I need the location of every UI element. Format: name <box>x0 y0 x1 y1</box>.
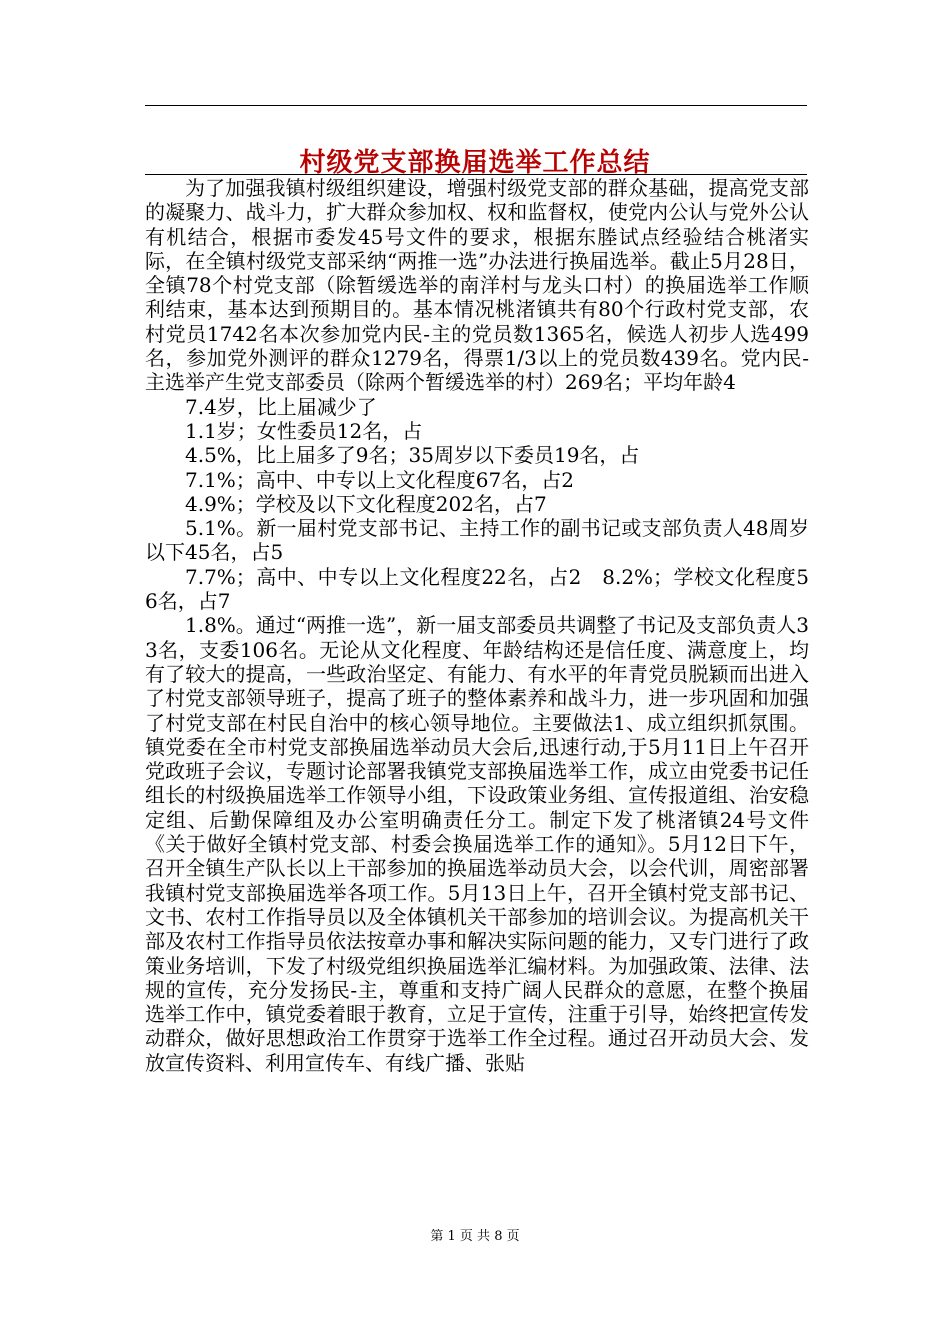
paragraph-main-practices: 1.8%。通过“两推一选”，新一届支部委员共调整了书记及支部负责人33名，支委106名。无论从文化程度、年龄结构还是信任度、满意度上，均有了较大的提高，一些政治坚定、有能力、有水平的年青党员脱颖而出进入了村党支部领导班子，提高了班子的整体素养和战斗力，进一步巩固和加强了村党支部在村民自治中的核心领导地位。主要做法1、成立组织抓氛围。镇党委在全市村党支部换届选举动员大会后,迅速行动,于5月11日上午召开党政班子会议，专题讨论部署我镇党支部换届选举工作，成立由党委书记任组长的村级换届选举工作领导小组，下设政策业务组、宣传报道组、治安稳定组、后勤保障组及办公室明确责任分工。制定下发了桃渚镇24号文件《关于做好全镇村党支部、村委会换届选举工作的通知》。5月12日下午，召开全镇生产队长以上干部参加的换届选举动员大会，以会代训，周密部署我镇村党支部换届选举各项工作。5月13日上午，召开全镇村党支部书记、文书、农村工作指导员以及全体镇机关干部参加的培训会议。为提高机关干部及农村工作指导员依法按章办事和解决实际问题的能力，又专门进行了政策业务培训，下发了村级党组织换届选举汇编材料。为加强政策、法律、法规的宣传，充分发扬民-主，尊重和支持广阔人民群众的意愿，在整个换届选举工作中，镇党委着眼于教育，立足于宣传，注重于引导，始终把宣传发动群众，做好思想政治工作贯穿于选举工作全过程。通过召开动员大会、发放宣传资料、利用宣传车、有线广播、张贴 <box>145 613 809 1075</box>
paragraph-new-secretaries: 5.1%。新一届村党支部书记、主持工作的副书记或支部负责人48周岁以下45名，占5 <box>145 516 809 565</box>
paragraph-secretary-education: 7.7%；高中、中专以上文化程度22名，占2 8.2%；学校文化程度56名，占7 <box>145 564 809 614</box>
paragraph-intro: 为了加强我镇村级组织建设，增强村级党支部的群众基础，提高党支部的凝聚力、战斗力，扩大群众参加权、权和监督权，使党内公认与党外公认有机结合，根据市委发45号文件的要求，根据东塍试点经验结合桃渚实际，在全镇村级党支部采纳“两推一选”办法进行换届选举。截止5月28日，全镇78个村党支部（除暂缓选举的南洋村与龙头口村）的换届选举工作顺利结束，基本达到预期目的。基本情况桃渚镇共有80个行政村党支部，农村党员1742名本次参加党内民-主的党员数1365名，候选人初步人选499名，参加党外测评的群众1279名，得票1/3以上的党员数439名。党内民-主选举产生党支部委员（除两个暂缓选举的村）269名；平均年龄4 <box>145 176 809 395</box>
paragraph-young-members: 4.5%，比上届多了9名；35周岁以下委员19名，占 <box>185 443 640 468</box>
paragraph-average-age: 7.4岁，比上届减少了 <box>185 394 377 419</box>
document-title: 村级党支部换届选举工作总结 <box>299 148 651 179</box>
page-number: 第 1 页 共 8 页 <box>430 1229 520 1244</box>
paragraph-female-members: 1.1岁；女性委员12名，占 <box>185 418 423 443</box>
paragraph-high-school: 7.1%；高中、中专以上文化程度67名，占2 <box>185 467 574 492</box>
paragraph-school-level: 4.9%；学校及以下文化程度202名，占7 <box>185 491 547 516</box>
header-rule <box>145 105 807 106</box>
title-underline <box>145 174 807 175</box>
document-body <box>145 176 809 1075</box>
